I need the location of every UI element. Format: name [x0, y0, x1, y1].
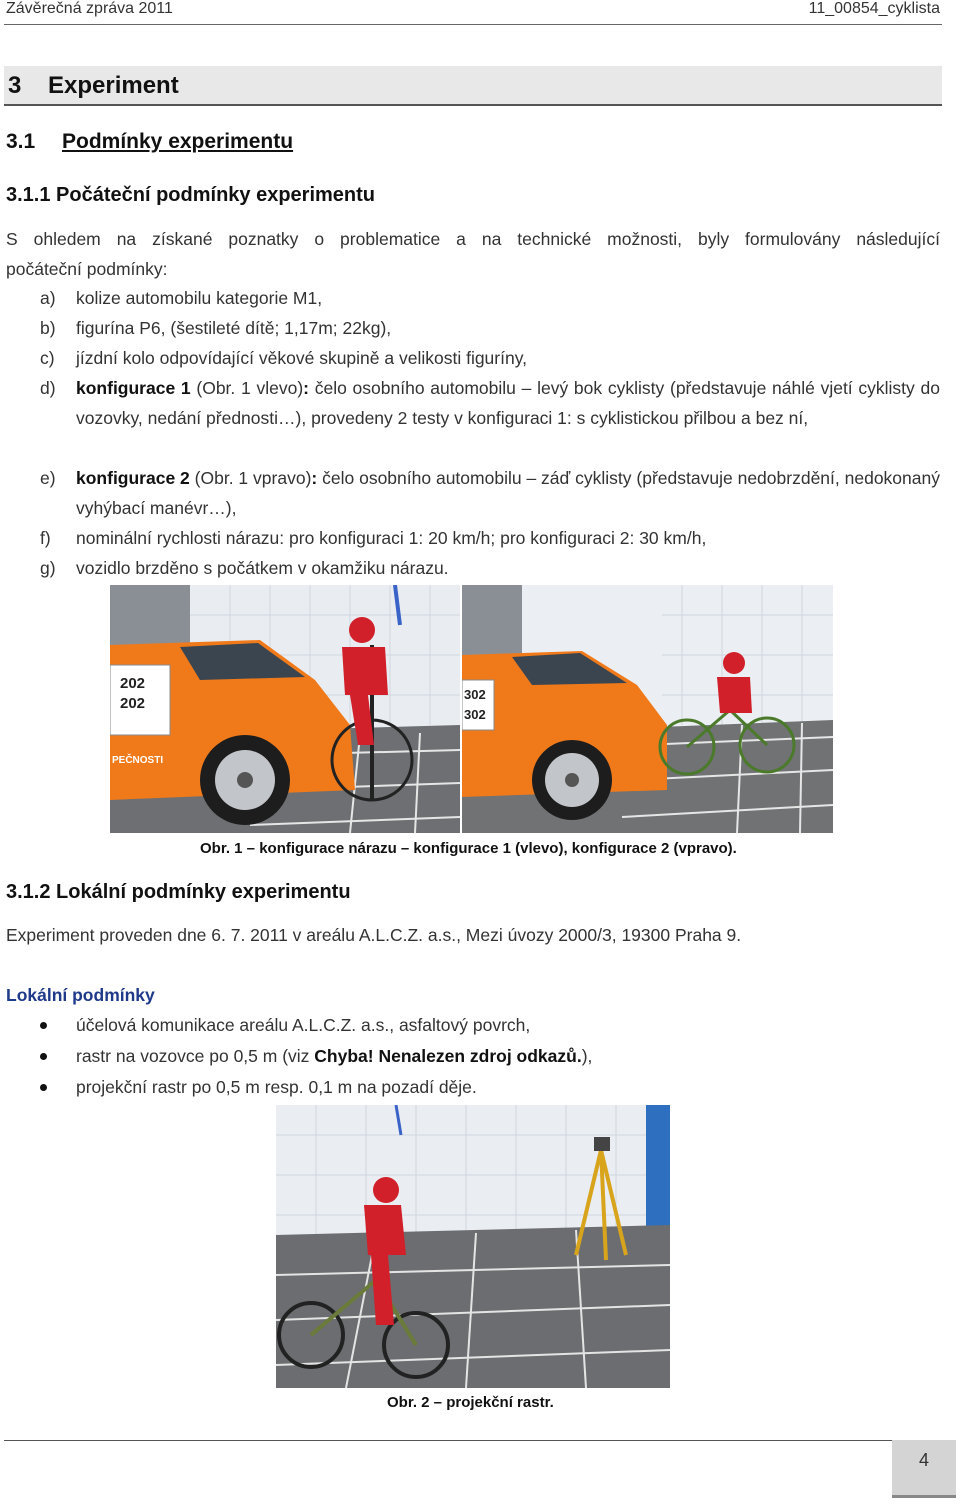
left-side-text: PEČNOSTI [112, 755, 164, 766]
config-2-text: čelo osobního automobilu – záď cyklisty (představuje nedobrzdění, nedokonaný vyhýbací manévr…), [76, 468, 940, 518]
list-item-g: vozidlo brzděno s počátkem v okamžiku nárazu. [76, 558, 449, 578]
bullet-2 [40, 1053, 47, 1060]
header-right: 11_00854_cyklista [808, 0, 940, 17]
bullet-text-1: účelová komunikace areálu A.L.C.Z. a.s., asfaltový povrch, [76, 1015, 531, 1035]
figure-2-caption: Obr. 2 – projekční rastr. [387, 1394, 554, 1411]
experiment-info: Experiment proveden dne 6. 7. 2011 v areálu A.L.C.Z. a.s., Mezi úvozy 2000/3, 19300 Praha 9. [6, 925, 742, 945]
header-rule [4, 24, 942, 25]
list-item-a: kolize automobilu kategorie M1, [76, 288, 323, 308]
list-item-c: jízdní kolo odpovídající věkové skupině a velikosti figuríny, [76, 348, 528, 368]
subsection-title-local: 3.1.2 Lokální podmínky experimentu [6, 881, 351, 903]
projection-grid-image [276, 1105, 670, 1388]
intro-line-2: počáteční podmínky: [6, 259, 168, 279]
config-2-label: konfigurace 2 [76, 468, 190, 488]
bullet-2-pre: rastr na vozovce po 0,5 m (viz [76, 1046, 315, 1066]
running-header [0, 0, 960, 24]
figure-2-photo [276, 1105, 670, 1388]
intro-line-1: S ohledem na získané poznatky o problematice a na technické možnosti, byly formulovány následující [6, 229, 940, 249]
config-1-label: konfigurace 1 [76, 378, 191, 398]
list-label-g: g) [40, 558, 56, 578]
list-label-e: e) [40, 468, 56, 488]
right-plate-bottom: 302 [464, 707, 486, 722]
list-label-a: a) [40, 288, 56, 308]
left-plate-top: 202 [120, 675, 146, 692]
page-number: 4 [892, 1440, 956, 1498]
local-conditions-heading: Lokální podmínky [6, 985, 155, 1005]
bullet-2-error-ref: Chyba! Nenalezen zdroj odkazů. [314, 1046, 582, 1066]
bullet-1 [40, 1022, 47, 1029]
figure-1-left-photo [110, 585, 460, 833]
bullet-text-3: projekční rastr po 0,5 m resp. 0,1 m na pozadí děje. [76, 1077, 477, 1097]
footer-rule [4, 1440, 942, 1441]
bullet-2-post: ), [581, 1046, 593, 1066]
chapter-heading [4, 66, 942, 106]
section-title: Podmínky experimentu [62, 130, 294, 153]
list-item-f: nominální rychlosti nárazu: pro konfiguraci 1: 20 km/h; pro konfiguraci 2: 30 km/h, [76, 528, 707, 548]
list-label-c: c) [40, 348, 55, 368]
bullet-3 [40, 1084, 47, 1091]
config-2-colon: : [311, 468, 318, 488]
chapter-title: Experiment [48, 72, 179, 99]
list-label-f: f) [40, 528, 51, 548]
header-left: Závěrečná zpráva 2011 [6, 0, 173, 17]
config-1-ref: (Obr. 1 vlevo) [190, 378, 304, 398]
list-label-b: b) [40, 318, 56, 338]
figure-1-caption: Obr. 1 – konfigurace nárazu – konfigurace 1 (vlevo), konfigurace 2 (vpravo). [200, 840, 737, 857]
bullet-text-2 [76, 1046, 592, 1067]
list-item-b: figurína P6, (šestileté dítě; 1,17m; 22kg), [76, 318, 392, 338]
list-label-d: d) [40, 378, 56, 398]
config-2-ref: (Obr. 1 vpravo) [189, 468, 312, 488]
left-plate-bottom: 202 [120, 695, 146, 712]
config-1-text: čelo osobního automobilu – levý bok cyklisty (představuje náhlé vjetí cyklisty do vozovky, nedání přednosti…), provedeny 2 testy v konfiguraci 1: s cyklistickou přilbou a bez ní, [76, 378, 940, 428]
config-1-colon: : [303, 378, 309, 398]
list-item-e [76, 463, 940, 523]
figure-1-right-photo [462, 585, 833, 833]
chapter-number: 3 [8, 72, 22, 99]
config-1-image [110, 585, 460, 833]
section-number: 3.1 [6, 130, 36, 153]
subsection-title-initial: 3.1.1 Počáteční podmínky experimentu [6, 184, 376, 206]
config-2-image [462, 585, 833, 833]
right-plate-top: 302 [464, 687, 486, 702]
list-item-d [76, 373, 940, 433]
